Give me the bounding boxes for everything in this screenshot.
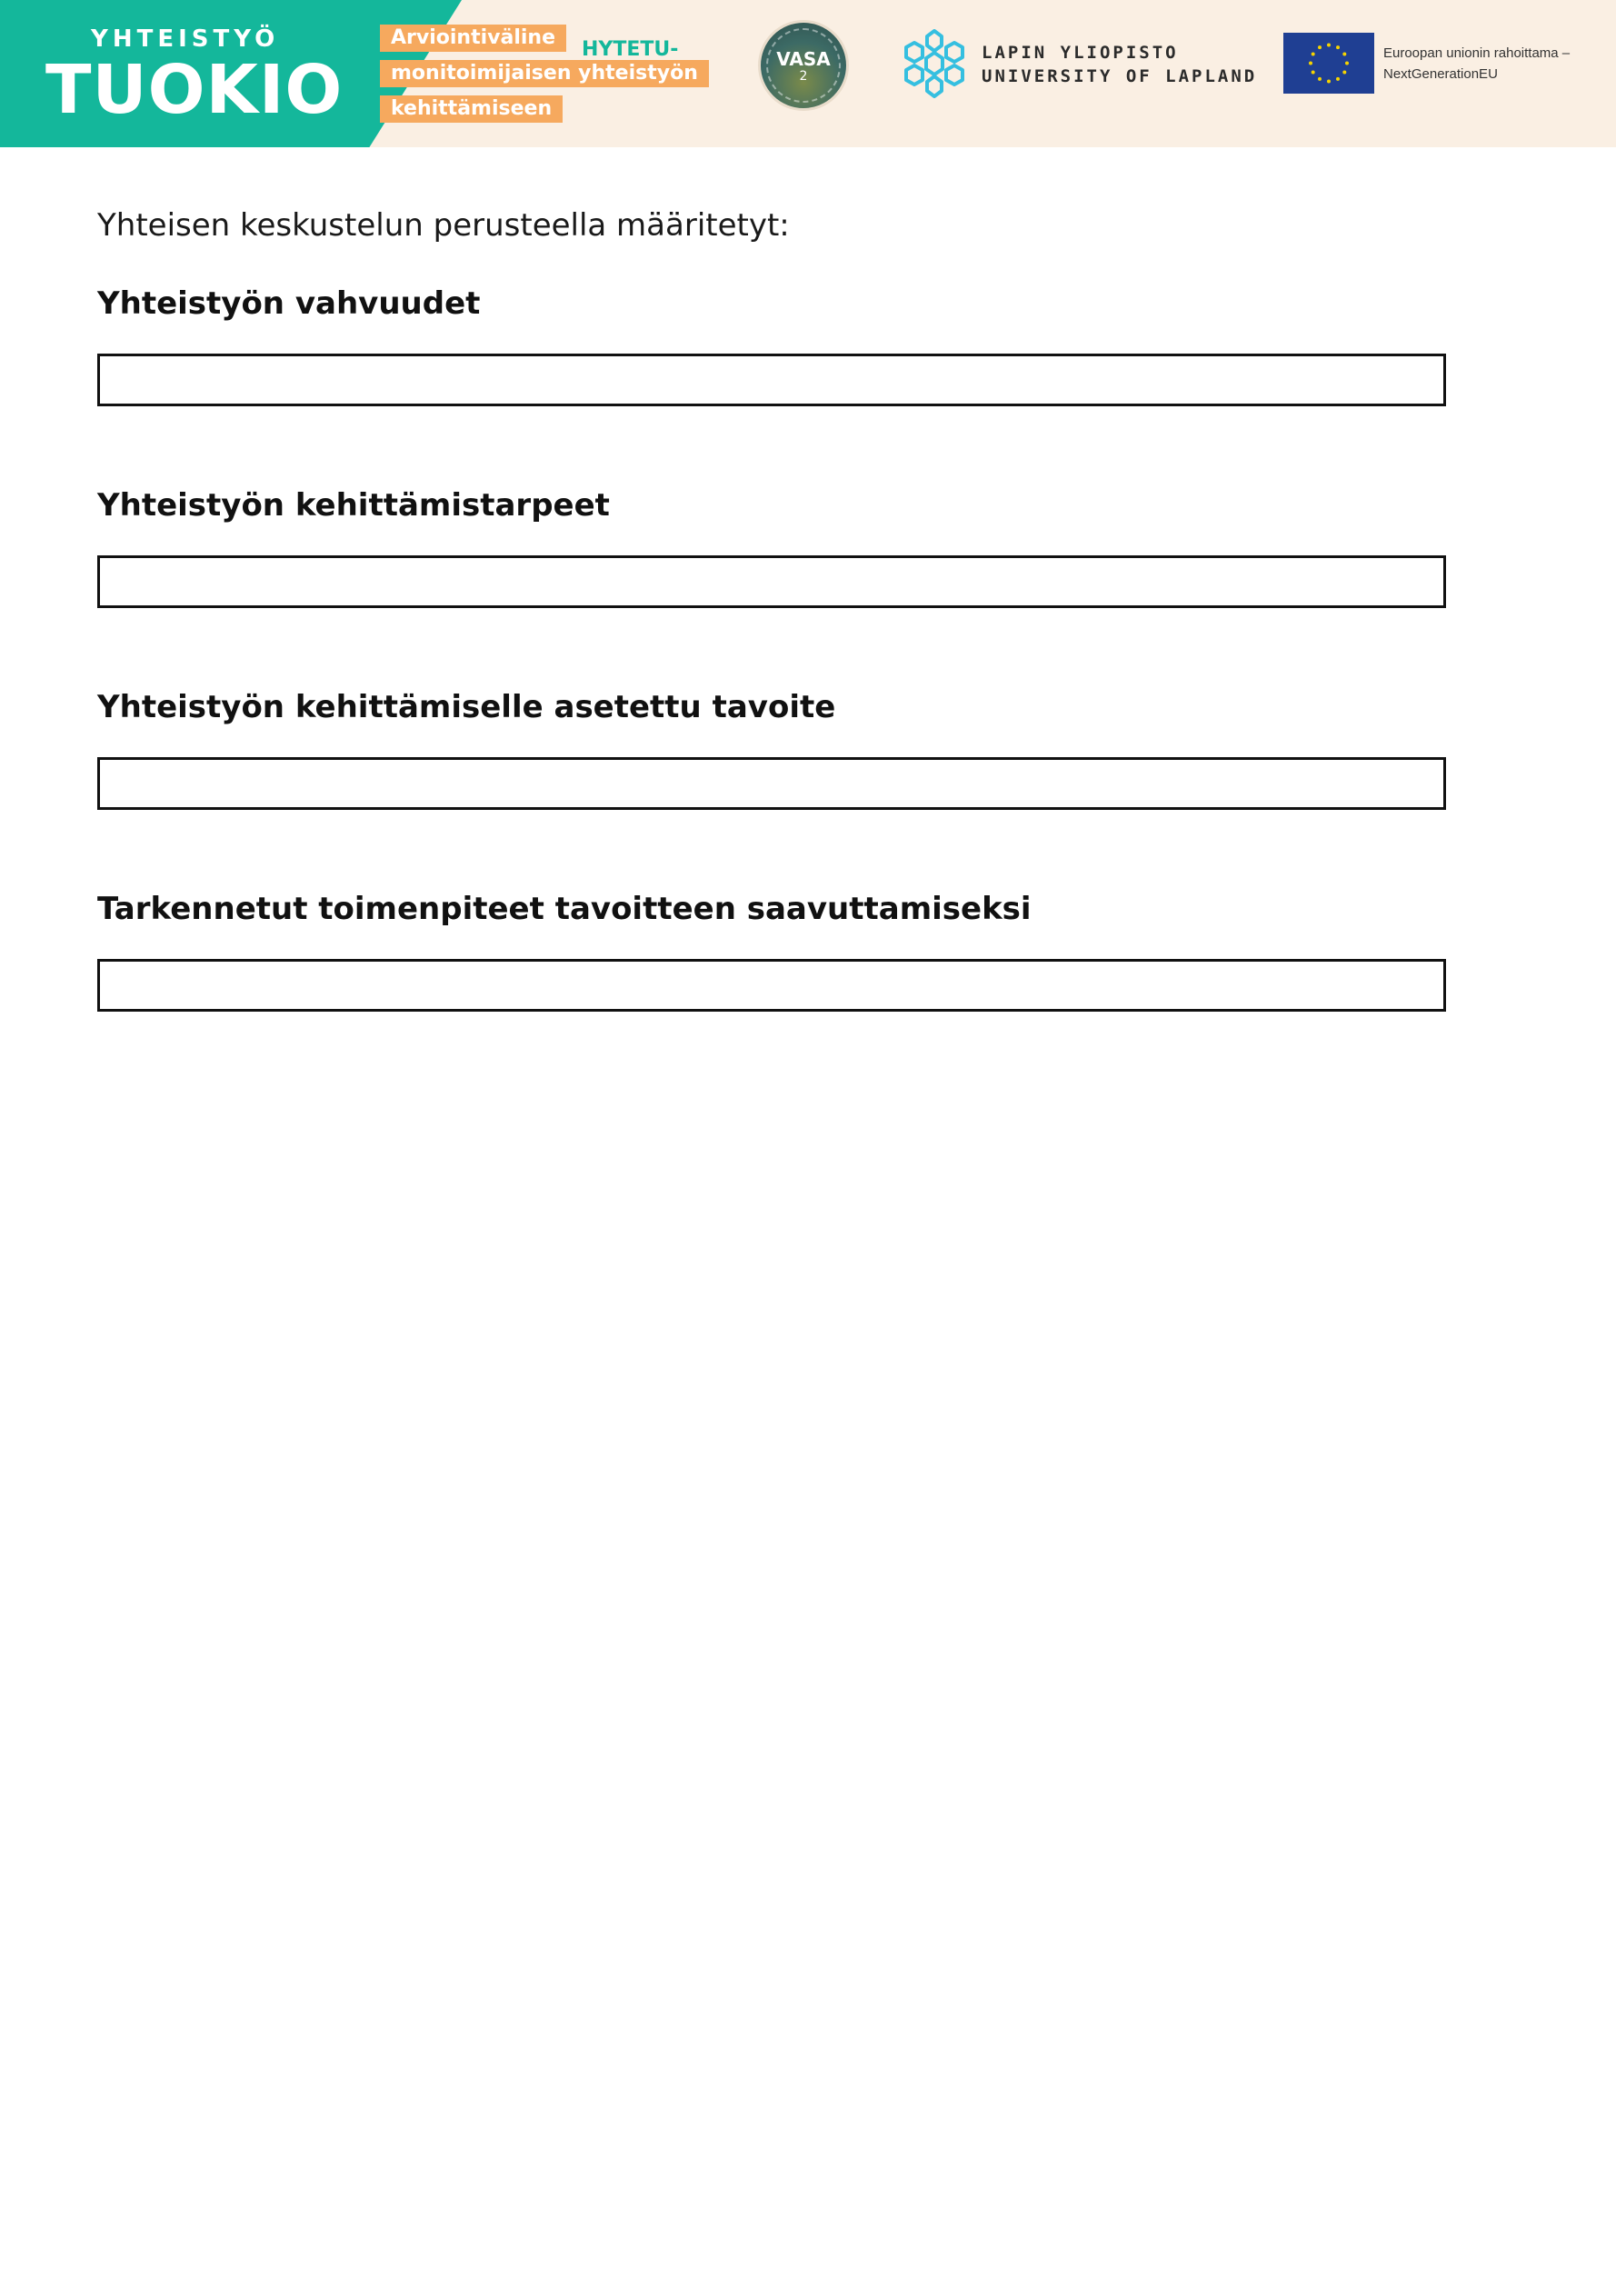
eu-funding-text: [1383, 43, 1570, 85]
eu-funding-line-1: Euroopan unionin rahoittama –: [1383, 45, 1571, 61]
section-title-strengths: Yhteistyön vahvuudet: [97, 285, 481, 322]
eu-funding-line-2: NextGenerationEU: [1383, 66, 1498, 82]
header-banner: [0, 0, 1616, 147]
eu-star: [1309, 62, 1312, 65]
eu-star: [1336, 45, 1340, 49]
eu-star: [1336, 77, 1340, 81]
development-goal-field[interactable]: [97, 757, 1446, 810]
eu-star: [1318, 77, 1322, 81]
section-title-needs: Yhteistyön kehittämistarpeet: [97, 487, 610, 524]
actions-field[interactable]: [97, 959, 1446, 1012]
eu-star: [1312, 71, 1315, 75]
brand-small-text: YHTEISTYÖ: [91, 25, 280, 53]
strengths-field[interactable]: [97, 354, 1446, 406]
tagline-3: kehittämiseen: [380, 95, 563, 123]
eu-flag-icon: [1283, 33, 1374, 94]
vasa-logo: [758, 20, 849, 111]
snowflake-icon: [898, 25, 971, 102]
eu-star: [1327, 44, 1331, 47]
tagline-1: Arviointiväline: [380, 25, 566, 52]
eu-star: [1327, 80, 1331, 84]
development-needs-field[interactable]: [97, 555, 1446, 608]
university-name: [982, 41, 1257, 88]
hytetu-label: HYTETU-: [582, 38, 679, 61]
eu-star: [1342, 53, 1346, 56]
university-name-fi: LAPIN YLIOPISTO: [982, 43, 1179, 63]
vasa-number: 2: [799, 69, 808, 84]
eu-star: [1342, 71, 1346, 75]
eu-star: [1318, 45, 1322, 49]
university-name-en: UNIVERSITY OF LAPLAND: [982, 66, 1258, 86]
brand-logo-text: TUOKIO: [45, 51, 344, 129]
vasa-label: VASA: [776, 48, 831, 70]
intro-text: Yhteisen keskustelun perusteella määritetyt:: [97, 207, 790, 244]
eu-star: [1345, 62, 1349, 65]
eu-star: [1312, 53, 1315, 56]
section-title-goal: Yhteistyön kehittämiselle asetettu tavoite: [97, 689, 836, 725]
tagline-2: monitoimijaisen yhteistyön: [380, 60, 709, 87]
section-title-actions: Tarkennetut toimenpiteet tavoitteen saavuttamiseksi: [97, 891, 1032, 927]
